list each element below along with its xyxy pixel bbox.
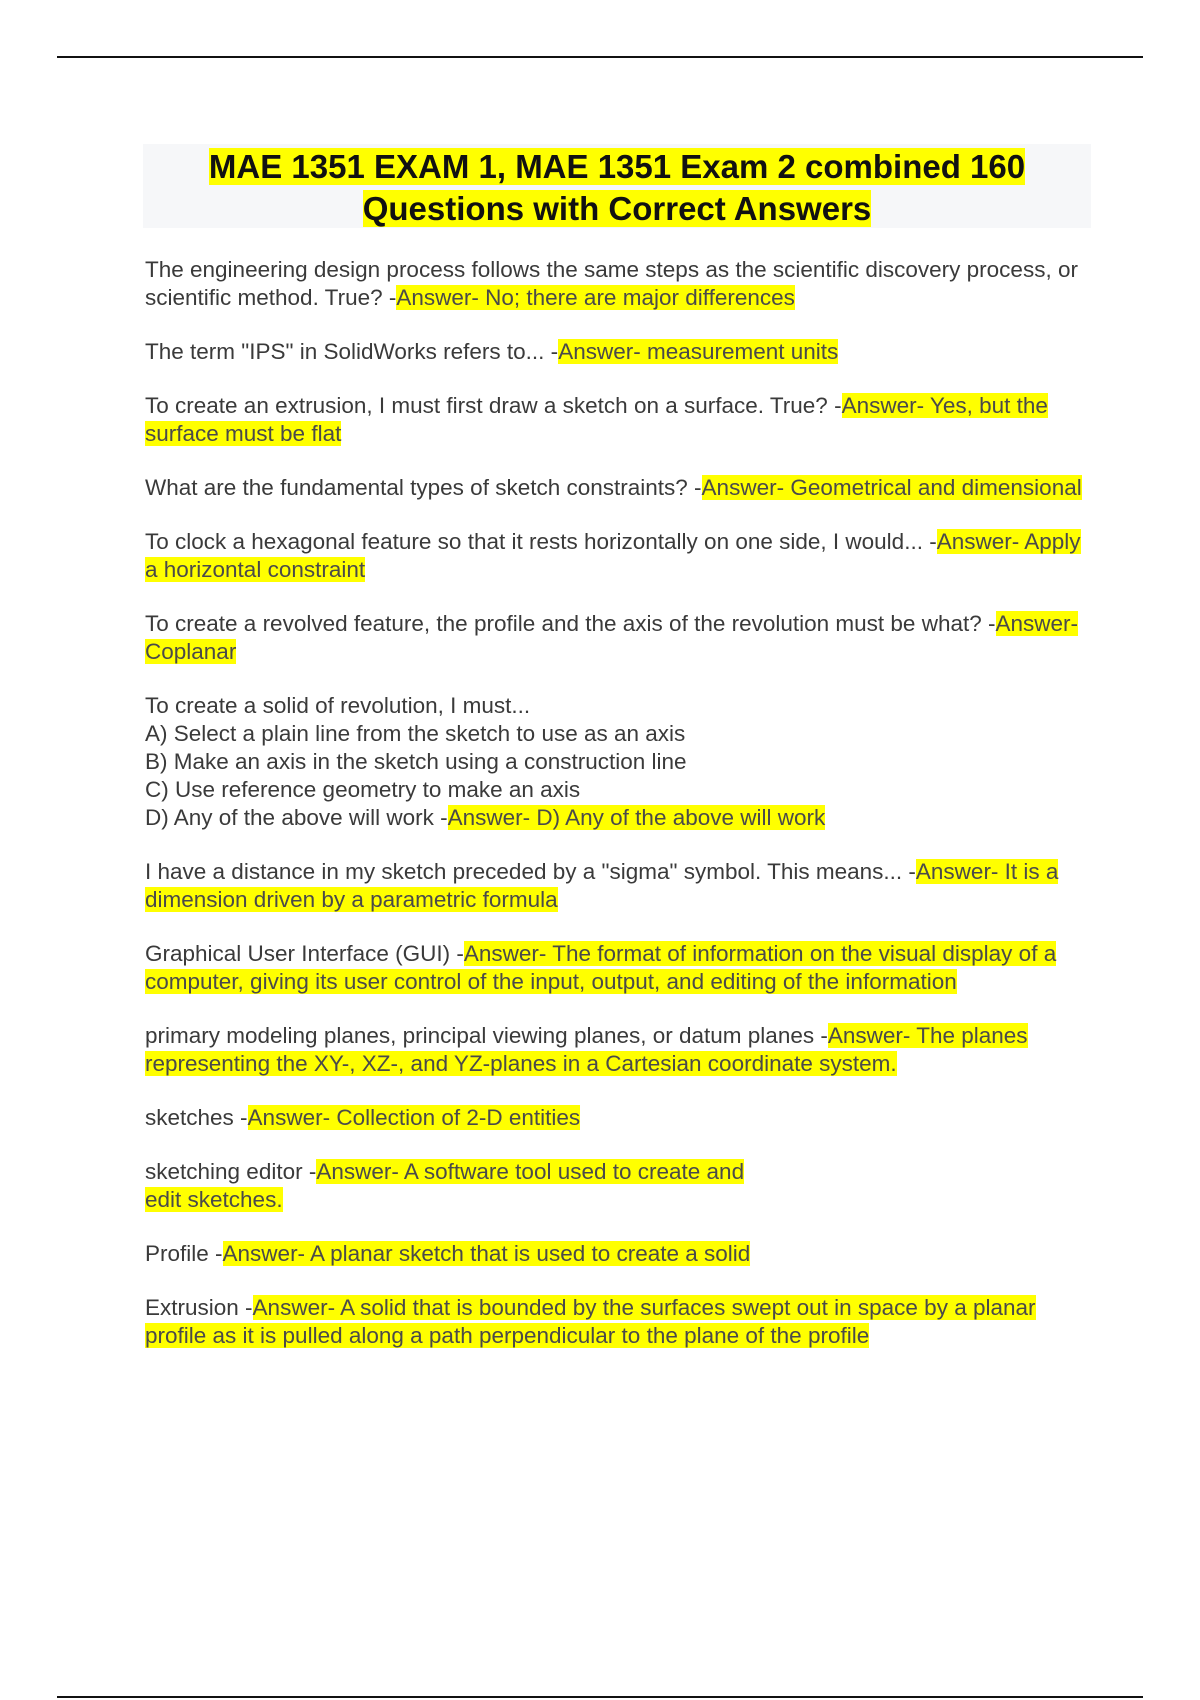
question-text: To clock a hexagonal feature so that it rests horizontally on one side, I would... - xyxy=(145,529,937,554)
top-rule xyxy=(57,56,1143,58)
qa-item-8 xyxy=(145,858,1095,914)
option-d xyxy=(145,804,1095,832)
qa-item-14 xyxy=(145,1294,1095,1350)
question-text: What are the fundamental types of sketch constraints? - xyxy=(145,475,702,500)
answer-highlight: Answer- A software tool used to create and xyxy=(316,1159,745,1184)
answer-highlight: Answer- Apply a horizontal constraint xyxy=(145,529,1081,582)
document-title xyxy=(143,146,1091,230)
question-text: Graphical User Interface (GUI) - xyxy=(145,941,464,966)
qa-item-6 xyxy=(145,610,1095,666)
answer-highlight: Answer- Coplanar xyxy=(145,611,1079,664)
answer-highlight: Answer- Yes, but the surface must be flat xyxy=(145,393,1048,446)
answer-highlight: Answer- D) Any of the above will work xyxy=(447,805,826,830)
question-text: Profile - xyxy=(145,1241,223,1266)
qa-item-4 xyxy=(145,474,1095,502)
bottom-rule xyxy=(57,1696,1143,1698)
qa-item-3 xyxy=(145,392,1095,448)
answer-highlight: Answer- A planar sketch that is used to create a solid xyxy=(222,1241,751,1266)
question-text: I have a distance in my sketch preceded by a "sigma" symbol. This means... - xyxy=(145,859,916,884)
answer-highlight: Answer- Collection of 2-D entities xyxy=(247,1105,581,1130)
option-a: A) Select a plain line from the sketch to use as an axis xyxy=(145,721,686,746)
answer-highlight: Answer- measurement units xyxy=(558,339,839,364)
qa-item-10 xyxy=(145,1022,1095,1078)
answer-highlight: Answer- It is a dimension driven by a parametric formula xyxy=(145,859,1059,912)
question-text: To create an extrusion, I must first draw a sketch on a surface. True? - xyxy=(145,393,842,418)
qa-item-1 xyxy=(145,256,1095,312)
answer-highlight: Answer- Geometrical and dimensional xyxy=(701,475,1082,500)
qa-item-11 xyxy=(145,1104,1095,1132)
option-d-text: D) Any of the above will work - xyxy=(145,805,448,830)
question-text: To create a revolved feature, the profile and the axis of the revolution must be what? - xyxy=(145,611,996,636)
qa-item-2 xyxy=(145,338,1095,366)
question-text: To create a solid of revolution, I must... xyxy=(145,693,531,718)
answer-highlight: Answer- The format of information on the visual display of a computer, giving its user control of the input, output, and editing of the information xyxy=(145,941,1057,994)
title-line-1: MAE 1351 EXAM 1, MAE 1351 Exam 2 combined 160 xyxy=(208,148,1026,185)
question-text: primary modeling planes, principal viewing planes, or datum planes - xyxy=(145,1023,828,1048)
qa-item-7 xyxy=(145,692,1095,832)
question-text: The term "IPS" in SolidWorks refers to... - xyxy=(145,339,559,364)
option-b: B) Make an axis in the sketch using a construction line xyxy=(145,749,687,774)
question-text: sketches - xyxy=(145,1105,248,1130)
answer-highlight-cont: edit sketches. xyxy=(145,1187,283,1212)
title-block xyxy=(143,144,1091,228)
title-line-2: Questions with Correct Answers xyxy=(362,190,872,227)
answer-highlight: Answer- The planes representing the XY-, XZ-, and YZ-planes in a Cartesian coordinate system. xyxy=(145,1023,1028,1076)
qa-item-13 xyxy=(145,1240,1095,1268)
qa-list xyxy=(145,256,1095,1376)
question-text: Extrusion - xyxy=(145,1295,253,1320)
question-text: The engineering design process follows the same steps as the scientific discovery process, or scientific method. True? - xyxy=(145,257,1085,310)
answer-highlight: Answer- No; there are major differences xyxy=(396,285,795,310)
question-text: sketching editor - xyxy=(145,1159,317,1184)
qa-item-12 xyxy=(145,1158,1095,1214)
qa-item-9 xyxy=(145,940,1095,996)
answer-highlight: Answer- A solid that is bounded by the surfaces swept out in space by a planar profile as it is pulled along a path perpendicular to the plane of the profile xyxy=(145,1295,1036,1348)
qa-item-5 xyxy=(145,528,1095,584)
option-c: C) Use reference geometry to make an axis xyxy=(145,777,581,802)
